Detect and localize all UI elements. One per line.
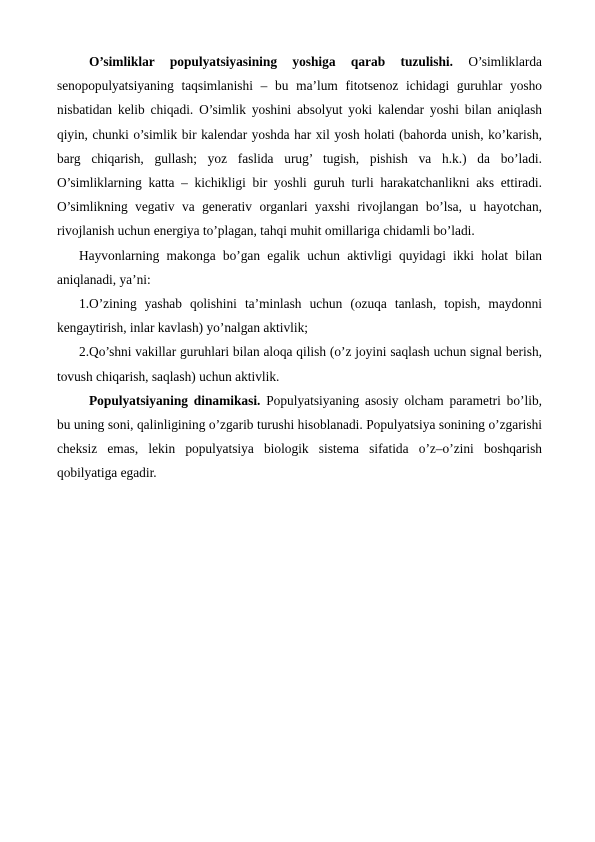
list-item-text: 2.Qo’shni vakillar guruhlari bilan aloqa qilish (o’z joyini saqlash uchun signal berish, tovush chiqarish, saqlash) uchun aktivlik.: [57, 344, 542, 384]
section-heading-age-structure: O’simliklar populyatsiyasining yoshiga qarab tuzulishi.: [89, 54, 453, 69]
paragraph-text: O’simliklarda senopopulyatsiyaning taqsimlanishi – bu ma’lum fitotsenoz ichidagi guruhlar yosho nisbatidan kelib chiqadi. O’simlik yoshini absolyut yoki kalendar yoshi bilan aniqlash qiyin, chunki o’simlik bir kalendar yoshda har xil yosh holati (bahorda unish, ko’karish, barg chiqarish, gullash; yoz faslida urug’ tugish, pishish va h.k.) da bo’ladi. O’simliklarning katta – kichikligi bir yoshli guruh turli harakatchanlikni aks ettiradi. O’simlikning vegativ va generativ organlari yaxshi rivojlangan bo’lsa, u hayotchan, rivojlanish uchun energiya to’plagan, tahqi muhit omillariga chidamli bo’ladi.: [57, 54, 542, 239]
section-heading-population-dynamics: Populyatsiyaning dinamikasi.: [89, 392, 261, 408]
paragraph-text: Hayvonlarning makonga bo’gan egalik uchun aktivligi quyidagi ikki holat bilan aniqlanadi, ya’ni:: [57, 247, 542, 287]
list-item-text: 1.O’zining yashab qolishini ta’minlash uchun (ozuqa tanlash, topish, maydonni kengaytirish, inlar kavlash) yo’nalgan aktivlik;: [57, 296, 542, 336]
paragraph-animal-activity: [57, 244, 542, 292]
paragraph-age-structure: [57, 50, 542, 244]
document-page: [57, 50, 542, 486]
list-item-2: [57, 340, 542, 388]
paragraph-text: Populyatsiyaning asosiy olcham parametri bo’lib, bu uning soni, qalinligining o’zgarib turushi hisoblanadi. Populyatsiya sonining o’zgarishi cheksiz emas, lekin populyatsiya biologik sistema sifatida o’z–o’zini boshqarish qobilyatiga egadir.: [57, 392, 542, 481]
paragraph-population-dynamics: [57, 389, 542, 486]
list-item-1: [57, 292, 542, 340]
